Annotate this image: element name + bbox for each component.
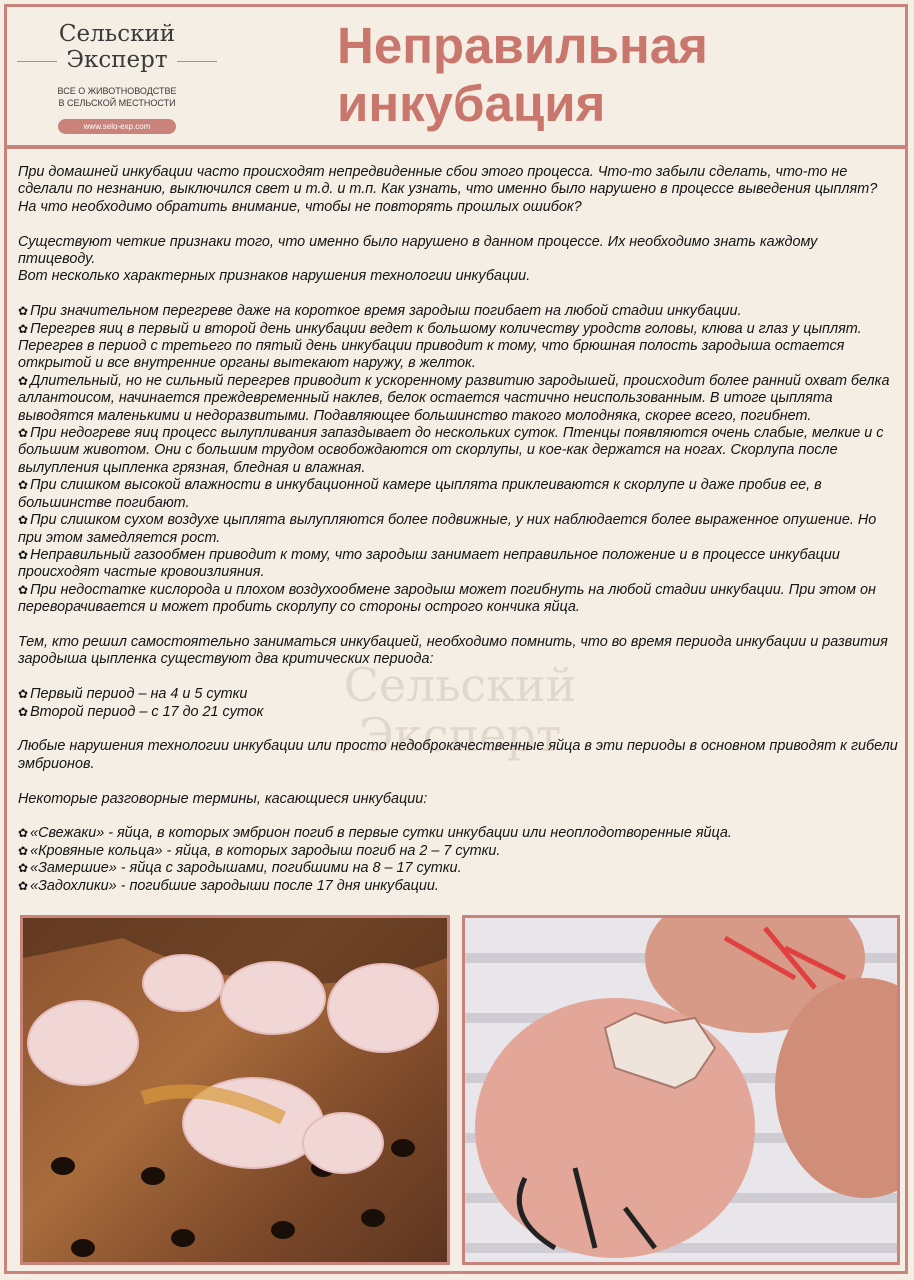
photo-dead-embryos-illustration xyxy=(23,918,447,1262)
watermark-line1: Сельский xyxy=(343,658,577,712)
periods-intro: Тем, кто решил самостоятельно заниматься инкубацией, необходимо помнить, что во время периода инкубации и развития зародыша цыпленка существуют два критических периода: xyxy=(18,633,888,668)
photo-dead-embryos xyxy=(20,915,450,1265)
sign-item: ✿ При слишком сухом воздухе цыплята вылупляются более подвижные, у них наблюдается более выраженное опушение. Но при этом замедляется рост. xyxy=(18,512,898,547)
logo-tagline-1: ВСЕ О ЖИВОТНОВОДСТВЕ xyxy=(57,86,177,96)
watermark-line2: Эксперт xyxy=(358,708,562,762)
intro-paragraph-2: Существуют четкие признаки того, что именно было нарушено в данном процессе. Их необходимо знать каждому птицеводу. xyxy=(18,233,818,268)
photo-broken-egg-illustration xyxy=(465,918,897,1262)
title-line2: инкубация xyxy=(337,75,606,132)
sign-item: ✿ Перегрев яиц в первый и второй день инкубации ведет к большому количеству уродств головы, клюва и глаз у цыплят. Перегрев в период с третьего по пятый день инкубации приводит к тому, что брюшная полость зародыша остается открытой и все внутренние органы вытекают наружу, в желток. xyxy=(18,321,898,373)
logo-url[interactable]: www.selo-exp.com xyxy=(58,119,177,134)
logo-tagline xyxy=(17,85,217,109)
page-title xyxy=(337,17,708,133)
logo-tagline-2: В СЕЛЬСКОЙ МЕСТНОСТИ xyxy=(58,98,176,108)
sign-item: ✿ Неправильный газообмен приводит к тому, что зародыш занимает неправильное положение и в процессе инкубации происходят частые кровоизлияния. xyxy=(18,547,898,582)
intro-paragraph-1: При домашней инкубации часто происходят непредвиденные сбои этого процесса. Что-то забыли сделать, что-то не сделали по незнанию, выключился свет и т.д. и т.п. Как узнать, что именно было нарушено в процессе выведения цыплят? На что необходимо обратить внимание, чтобы не повторять прошлых ошибок? xyxy=(18,164,878,215)
article-body xyxy=(18,164,898,895)
periods-note: Любые нарушения технологии инкубации или просто недоброкачественные яйца в эти периоды в основном приводят к гибели эмбрионов. xyxy=(18,738,898,772)
term-item: ✿ «Задохлики» - погибшие зародыши после 17 дня инкубации. xyxy=(18,878,898,895)
sign-item: ✿ При слишком высокой влажности в инкубационной камере цыплята приклеиваются к скорлупе и даже пробив ее, в большинстве погибают. xyxy=(18,477,898,512)
term-item: ✿ «Свежаки» - яйца, в которых эмбрион погиб в первые сутки инкубации или неоплодотворенные яйца. xyxy=(18,825,898,842)
logo-line1: Сельский xyxy=(58,21,176,47)
sign-item: ✿ Длительный, но не сильный перегрев приводит к ускоренному развитию зародышей, происходит более ранний охват белка аллантоисом, начинается преждевременный наклев, белок остается частично неиспользованным. В итоге цыплята выводятся маленькими и недоразвитыми. Подавляющее большинство такого молодняка, скорее всего, погибнет. xyxy=(18,373,898,425)
term-item: ✿ «Замершие» - яйца с зародышами, погибшими на 8 – 17 сутки. xyxy=(18,860,898,877)
title-line1: Неправильная xyxy=(337,17,708,74)
logo-line2: Эксперт xyxy=(17,47,217,73)
sign-item: ✿ При значительном перегреве даже на короткое время зародыш погибает на любой стадии инкубации. xyxy=(18,303,898,320)
terms-intro: Некоторые разговорные термины, касающиеся инкубации: xyxy=(18,790,428,807)
photo-broken-egg xyxy=(462,915,900,1265)
sign-item: ✿ При недогреве яиц процесс вылупливания запаздывает до нескольких суток. Птенцы появляются очень слабые, мелкие и с большим животом. Они с большим трудом освобождаются от скорлупы, и кое-как держатся на ногах. Скорлупа после вылупления цыпленка грязная, бледная и влажная. xyxy=(18,425,898,477)
term-item: ✿ «Кровяные кольца» - яйца, в которых зародыш погиб на 2 – 7 сутки. xyxy=(18,843,898,860)
intro-paragraph-3: Вот несколько характерных признаков нарушения технологии инкубации. xyxy=(18,268,531,285)
logo xyxy=(17,17,217,145)
sign-item: ✿ При недостатке кислорода и плохом воздухообмене зародыш может погибнуть на любой стадии инкубации. При этом он переворачивается и может пробить скорлупу со стороны острого кончика яйца. xyxy=(18,582,898,617)
period-item: ✿ Второй период – с 17 до 21 суток xyxy=(18,704,898,721)
period-item: ✿ Первый период – на 4 и 5 сутки xyxy=(18,686,898,703)
header xyxy=(7,7,905,149)
